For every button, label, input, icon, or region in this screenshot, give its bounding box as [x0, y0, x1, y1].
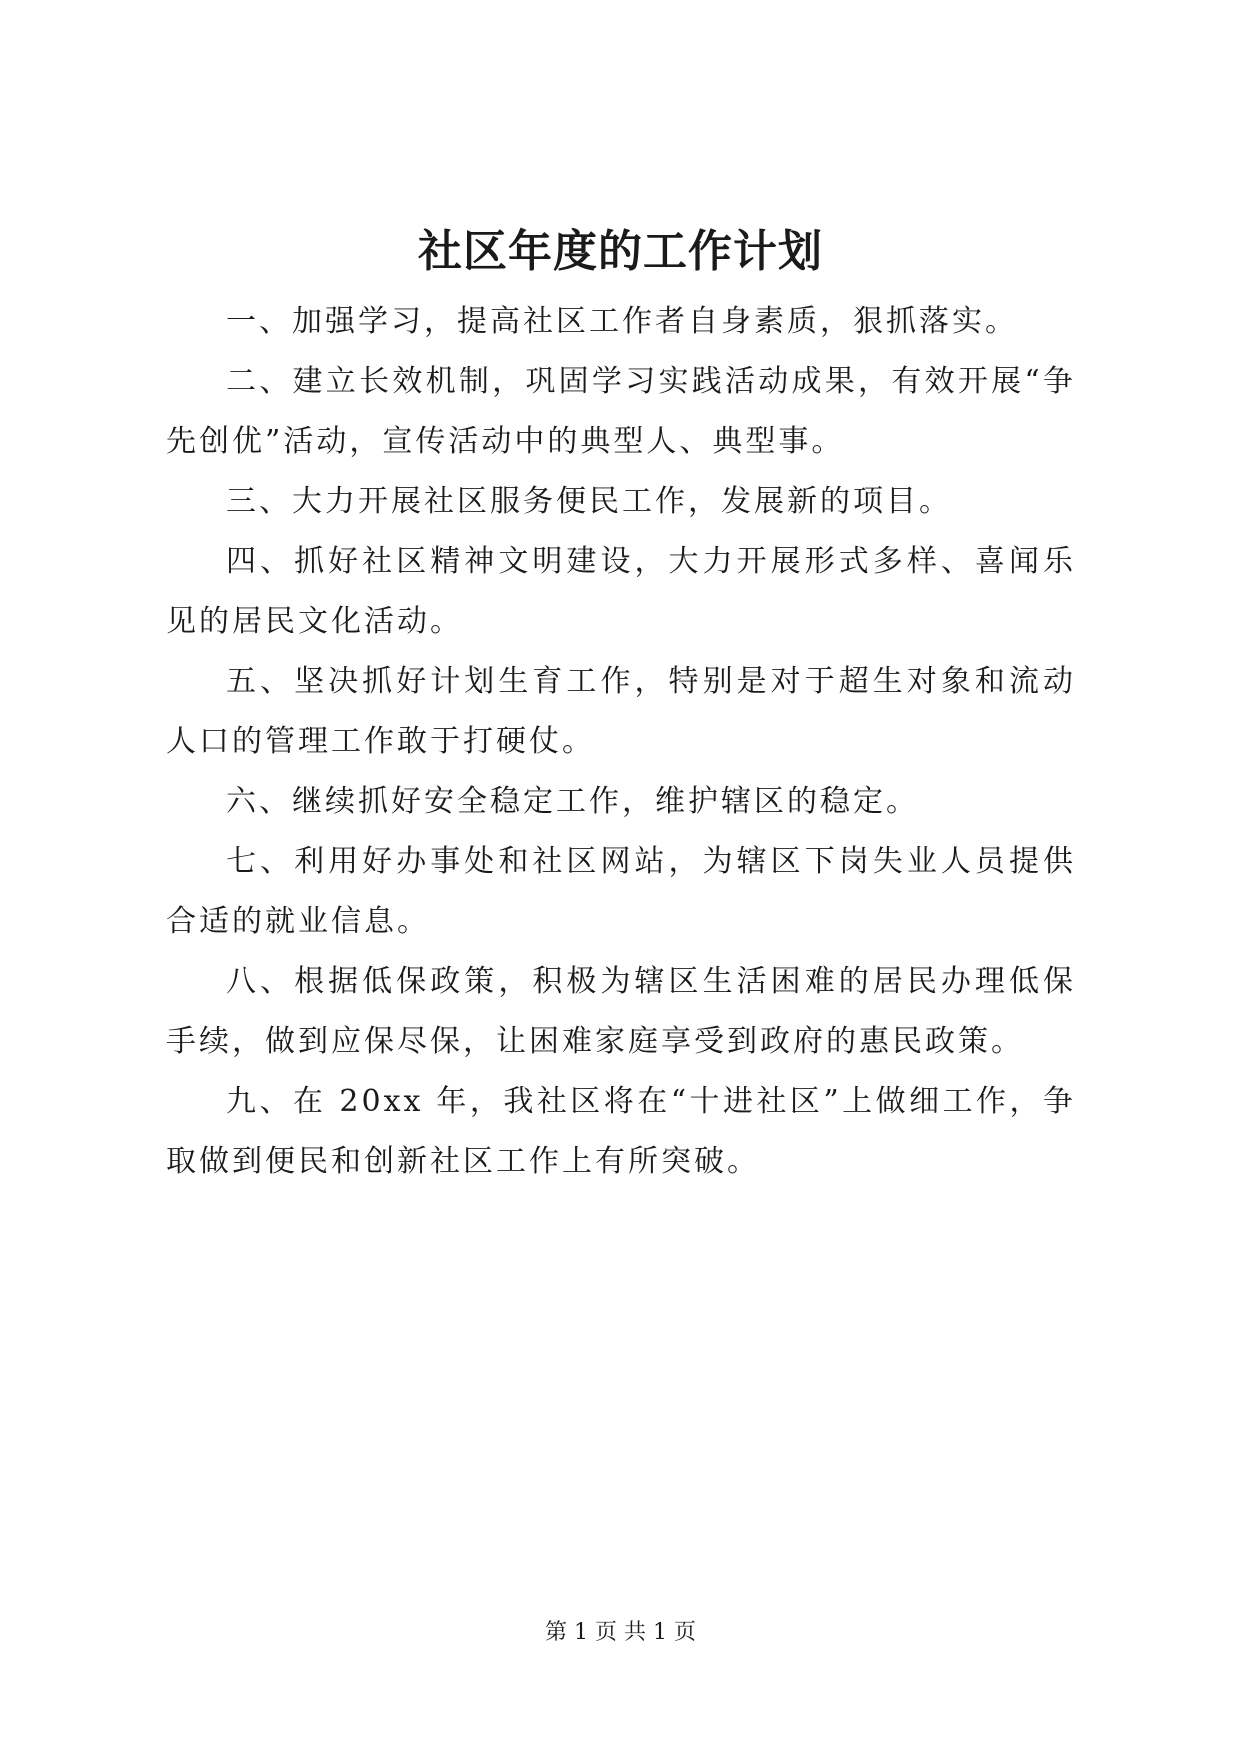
paragraph-7: 七、利用好办事处和社区网站，为辖区下岗失业人员提供合适的就业信息。	[166, 844, 1076, 939]
paragraph-3: 三、大力开展社区服务便民工作，发展新的项目。	[226, 484, 952, 519]
paragraph-2: 二、建立长效机制，巩固学习实践活动成果，有效开展“争先创优”活动，宣传活动中的典型人、典型事。	[166, 364, 1076, 459]
page-footer: 第 1 页 共 1 页	[545, 1620, 696, 1645]
paragraph-9: 九、在 20xx 年，我社区将在“十进社区”上做细工作，争取做到便民和创新社区工作上有所突破。	[166, 1084, 1076, 1179]
paragraph-6: 六、继续抓好安全稳定工作，维护辖区的稳定。	[226, 784, 919, 819]
paragraph-1: 一、加强学习，提高社区工作者自身素质，狠抓落实。	[226, 304, 1018, 339]
document-body	[166, 292, 1076, 1192]
paragraph-4: 四、抓好社区精神文明建设，大力开展形式多样、喜闻乐见的居民文化活动。	[166, 544, 1076, 639]
paragraph-8: 八、根据低保政策，积极为辖区生活困难的居民办理低保手续，做到应保尽保，让困难家庭享受到政府的惠民政策。	[166, 964, 1076, 1059]
document-title: 社区年度的工作计划	[418, 226, 823, 277]
paragraph-5: 五、坚决抓好计划生育工作，特别是对于超生对象和流动人口的管理工作敢于打硬仗。	[166, 664, 1076, 759]
